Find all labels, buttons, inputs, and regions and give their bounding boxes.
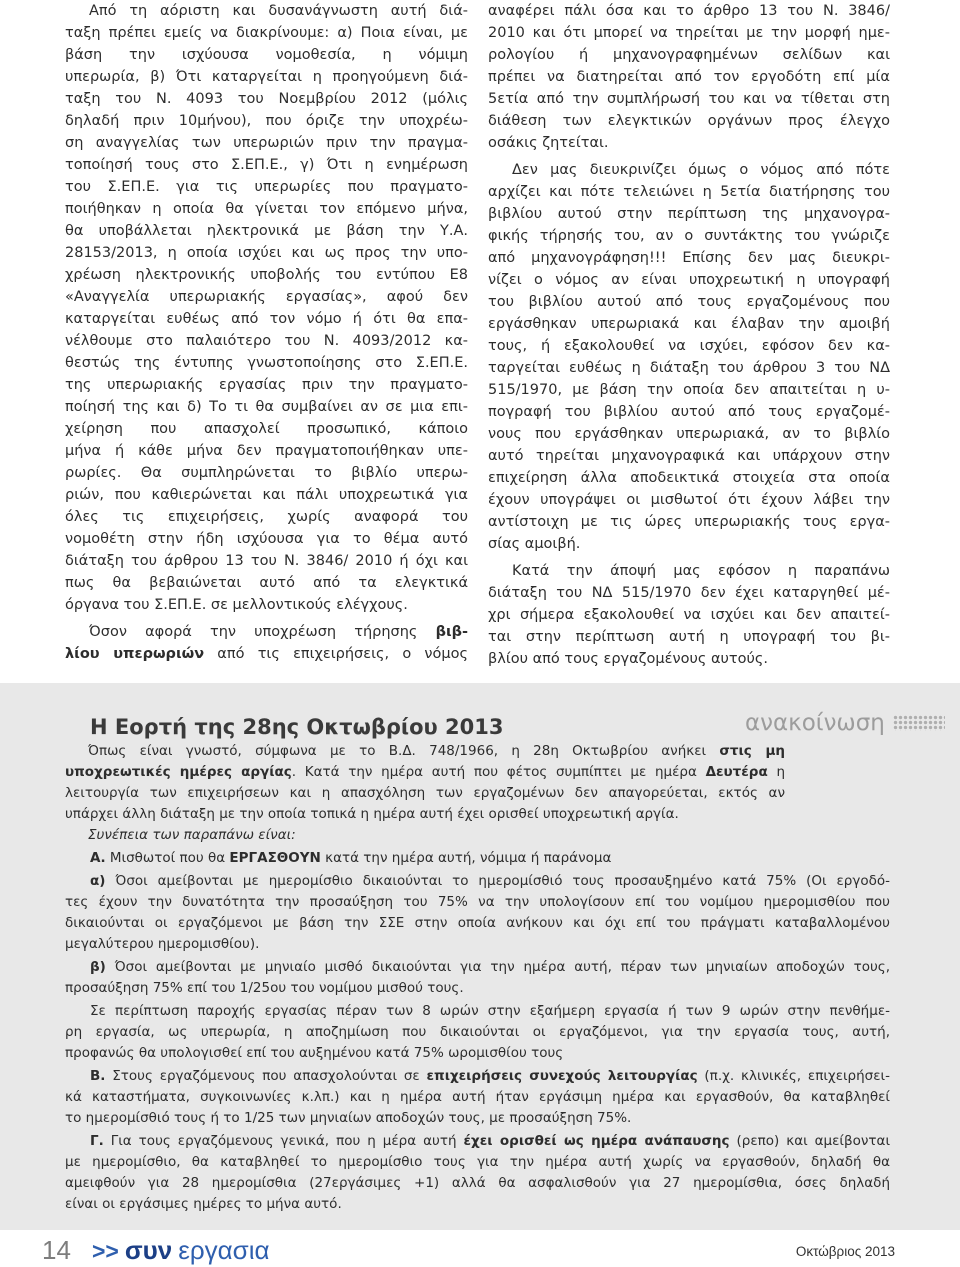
text-run: νομοθέτη στην ήδη ισχύουσα για το θέμα αυτό bbox=[65, 531, 468, 547]
bold-text-run: ΕΡΓΑΣΘΟΥΝ bbox=[229, 850, 321, 866]
bold-text-run: Α. bbox=[90, 850, 106, 866]
text-run: όλες τις επιχειρήσεις, χωρίς αναφορά του bbox=[65, 509, 468, 525]
text-line bbox=[488, 110, 890, 132]
text-run: προφανώς θα υπολογισθεί επί του αυξημένου κατά 75% ωρομισθίου τους bbox=[65, 1045, 564, 1061]
text-run: από τις επιχειρήσεις, ο νόμος bbox=[204, 646, 469, 662]
text-run: ται στην περίπτωση αυτή η υπογραφή του βι- bbox=[488, 629, 890, 645]
text-run: είναι οι εργάσιμες ημέρες το μήνα αυτό. bbox=[65, 1196, 342, 1212]
text-run: τους, ή εξακολουθεί να ισχύει, εφόσον δεν κα- bbox=[488, 338, 890, 354]
text-run: ταξη πρέπει εμείς να διακρίνουμε: α) Ποια είναι, με bbox=[65, 25, 468, 41]
bold-text-run: λίου υπερωριών bbox=[65, 646, 205, 662]
dot-grid-icon bbox=[893, 715, 945, 731]
text-line bbox=[488, 445, 890, 467]
text-line bbox=[65, 643, 468, 665]
logo-syn: συν bbox=[124, 1235, 173, 1265]
text-line bbox=[488, 22, 890, 44]
text-line bbox=[65, 242, 468, 264]
text-run: θεστώς της έντυπης γνωστοποίησης στο Σ.ΕΠ.Ε. bbox=[65, 355, 468, 371]
text-line bbox=[65, 913, 890, 934]
text-run: βλίου από τους εργαζομένους αυτούς. bbox=[488, 651, 769, 667]
text-run: Όσον αφορά την υποχρέωση τήρησης bbox=[89, 624, 436, 640]
text-line bbox=[488, 489, 890, 511]
notice-intro bbox=[65, 741, 785, 825]
text-line bbox=[65, 88, 468, 110]
text-line bbox=[65, 621, 468, 643]
text-line bbox=[65, 374, 468, 396]
text-line bbox=[65, 1108, 890, 1129]
text-run: ρωρίες. Θα συμπληρώνεται το βιβλίο υπερω- bbox=[65, 465, 468, 481]
issue-date: Οκτώβριος 2013 bbox=[795, 1244, 895, 1259]
text-line bbox=[65, 572, 468, 594]
paragraph bbox=[488, 0, 890, 154]
text-run: διάταξη του άρθρου 13 του Ν. 3846/ 2010 ή όχι και bbox=[65, 553, 468, 569]
text-run: χρέωση ηλεκτρονικής υποβολής του εντύπου Ε8 bbox=[65, 267, 468, 283]
text-run: πρέπει να διατηρείται από τον εργοδότη επί μία bbox=[488, 69, 890, 85]
paragraph bbox=[65, 0, 468, 616]
text-line bbox=[65, 783, 785, 804]
paragraph bbox=[65, 957, 890, 999]
text-line bbox=[65, 286, 468, 308]
text-line bbox=[488, 225, 890, 247]
paragraph bbox=[488, 159, 890, 555]
text-run: Μισθωτοί που θα bbox=[105, 850, 230, 866]
text-run: χρι σήμερα εξακολουθεί να ισχύει και δεν απαιτεί- bbox=[488, 607, 890, 623]
text-line bbox=[65, 1152, 890, 1173]
text-line bbox=[488, 66, 890, 88]
text-run: «Αναγγελία υπερωριακής εργασίας», αφού δεν bbox=[65, 289, 468, 305]
text-line bbox=[488, 560, 890, 582]
paragraph bbox=[488, 560, 890, 670]
text-run: Για τους εργαζόμενους γενικά, που η μέρα αυτή bbox=[103, 1133, 464, 1149]
text-run: σίας αμοιβή. bbox=[488, 536, 581, 552]
text-line bbox=[488, 88, 890, 110]
text-run: Όπως είναι γνωστό, σύμφωνα με το Β.Δ. 748/1966, η 28η Οκτωβρίου ανήκει bbox=[88, 743, 720, 759]
page-footer bbox=[0, 1235, 960, 1265]
text-line bbox=[65, 44, 468, 66]
text-run: χείρηση που απασχολεί προσωπικό, κάποιο bbox=[65, 421, 468, 437]
notice-title: Η Εορτή της 28ης Οκτωβρίου 2013 bbox=[90, 715, 504, 739]
text-run: βάση την ισχύουσα νομοθεσία, η νόμιμη bbox=[65, 47, 468, 63]
text-line bbox=[65, 1194, 890, 1215]
text-run: Κατά την άποψή μας εφόσον η παραπάνω bbox=[512, 563, 890, 579]
text-line bbox=[65, 978, 890, 999]
text-line bbox=[65, 0, 468, 22]
text-line bbox=[488, 181, 890, 203]
bold-text-run: Δευτέρα bbox=[705, 764, 768, 780]
text-line bbox=[488, 533, 890, 555]
text-run: διάταξη του ΝΔ 515/1970 δεν έχει καταργηθεί μέ- bbox=[488, 585, 890, 601]
text-line bbox=[65, 528, 468, 550]
text-run: υπάρχει άλλη διάταξη με την οποία τοπικά η ημέρα αυτή έχει ορισθεί υποχρεωτική αργία. bbox=[65, 806, 679, 822]
text-run: ταξη του Ν. 4093 του Νοεμβρίου 2012 (μόλις bbox=[65, 91, 468, 107]
text-line bbox=[488, 159, 890, 181]
text-line bbox=[65, 440, 468, 462]
text-run: προσαύξηση 75% επί του 1/25ου του νομίμου μισθού τους. bbox=[65, 980, 464, 996]
text-run: . Κατά την ημέρα αυτή που φέτος συμπίπτει με ημέρα bbox=[291, 764, 706, 780]
text-run: η bbox=[767, 764, 785, 780]
text-run: Στους εργαζόμενους που απασχολούνται σε bbox=[105, 1068, 427, 1084]
paragraph bbox=[65, 621, 468, 665]
text-line bbox=[488, 511, 890, 533]
text-run: όργανα του Σ.ΕΠ.Ε. σε μελλοντικούς ελέγχους. bbox=[65, 597, 408, 613]
text-line bbox=[65, 264, 468, 286]
text-line bbox=[65, 1131, 890, 1152]
text-run: αρχίζει και πότε τελειώνει η 5ετία διατήρησης του bbox=[488, 184, 890, 200]
text-line bbox=[65, 1043, 890, 1064]
text-run: από μηχανογράφηση!!! Επίσης δεν μας διευκρι- bbox=[488, 250, 890, 266]
text-line bbox=[488, 335, 890, 357]
text-run: (ρεπο) και αμείβονται bbox=[729, 1133, 891, 1149]
text-line bbox=[65, 110, 468, 132]
notice-body bbox=[65, 741, 890, 1215]
text-line bbox=[65, 352, 468, 374]
text-line bbox=[488, 423, 890, 445]
text-line bbox=[65, 934, 890, 955]
bold-text-run: α) bbox=[90, 873, 106, 889]
text-line bbox=[65, 741, 785, 762]
text-run: αμειφθούν για 28 ημερομίσθια (27εργάσιμες +1) αλλά θα ασφαλισθούν για 27 ημερομίσθια, όσες δηλαδή bbox=[65, 1175, 890, 1191]
text-line bbox=[488, 626, 890, 648]
text-line bbox=[65, 396, 468, 418]
text-run: μήνα ή κάθε μήνα δεν πραγματοποιήθηκαν υπε- bbox=[65, 443, 468, 459]
text-line bbox=[65, 892, 890, 913]
text-run: τοποίησή τους στο Σ.ΕΠ.Ε., γ) Ότι η ενημέρωση bbox=[65, 157, 468, 173]
text-run: αναφέρει πάλι όσα και το άρθρο 13 του Ν. 3846/ bbox=[488, 3, 890, 19]
paragraph bbox=[65, 848, 890, 869]
paragraph bbox=[65, 1131, 890, 1215]
text-line bbox=[65, 1087, 890, 1108]
article-left-column bbox=[65, 0, 468, 665]
text-line bbox=[65, 1001, 890, 1022]
text-run: κατά την ημέρα αυτή, νόμιμα ή παράνομα bbox=[320, 850, 612, 866]
text-line bbox=[65, 848, 890, 869]
paragraph bbox=[65, 741, 785, 825]
text-line bbox=[488, 291, 890, 313]
text-line bbox=[65, 462, 468, 484]
text-run: 28153/2013, η οποία ισχύει και ως προς την υπο- bbox=[65, 245, 468, 261]
text-run: υπερωρία, β) Ότι καταργείται η προηγούμενη διά- bbox=[65, 69, 468, 85]
bold-text-run: στις μη bbox=[719, 743, 785, 759]
text-run: μεγαλύτερου ημερομισθίου). bbox=[65, 936, 260, 952]
text-run: (π.χ. κλινικές, επιχειρήσει- bbox=[697, 1068, 890, 1084]
text-line bbox=[65, 506, 468, 528]
text-run: θα υποβάλλεται ηλεκτρονικά με βάση την Υ.Α. bbox=[65, 223, 468, 239]
text-line bbox=[65, 198, 468, 220]
text-line bbox=[65, 176, 468, 198]
text-run: νέλθουμε στο παλαιότερο του Ν. 4093/2012 κα- bbox=[65, 333, 468, 349]
text-run: ρολογίου ή μηχανογραφημένων σελίδων και bbox=[488, 47, 890, 63]
text-run: ριών, που καθιερώνεται και πάλι υποχρεωτικά για bbox=[65, 487, 468, 503]
bold-text-run: βιβ- bbox=[435, 624, 468, 640]
text-run: 5ετία από την συμπλήρωσή του και να τίθεται στη bbox=[488, 91, 890, 107]
notice-label: ανακοίνωση bbox=[745, 710, 885, 736]
text-run: αντίστοιχη με τις ώρες υπερωριακής τους εργα- bbox=[488, 514, 890, 530]
text-run: αυτό τηρείται μηχανογραφικά και υπάρχουν στην bbox=[488, 448, 890, 464]
text-line bbox=[65, 957, 890, 978]
text-line bbox=[488, 604, 890, 626]
page-number: 14 bbox=[42, 1235, 71, 1265]
bold-text-run: β) bbox=[90, 959, 106, 975]
text-run: ταργείται ευθέως η διάταξη του άρθρου 3 του ΝΔ bbox=[488, 360, 890, 376]
text-run: δηλαδή πριν 10μήνου), που όριζε την υποχρέω- bbox=[65, 113, 468, 129]
paragraph bbox=[65, 1066, 890, 1129]
bold-text-run: επιχειρήσεις συνεχούς λειτουργίας bbox=[426, 1068, 698, 1084]
text-run: τες έχουν την δυνατότητα την προσαύξηση του 75% να την υπολογίσουν επί του νομίμου ημερομισθίου που bbox=[65, 894, 890, 910]
text-run: το ημερομίσθιό τους ή το 1/25 των μηνιαίων αποδοχών τους, με προσαύξηση 75%. bbox=[65, 1110, 632, 1126]
text-run: της υπερωριακής εργασίας πριν την πραγματο- bbox=[65, 377, 468, 393]
text-line bbox=[65, 594, 468, 616]
text-line bbox=[488, 0, 890, 22]
text-run: πως θα βεβαιώνεται αυτό από τα ελεγκτικά bbox=[65, 575, 468, 591]
text-run: Όσοι αμείβονται με ημερομίσθιο δικαιούνται το ημερομίσθιό τους προσαυξημένο κατά 75% (Οι εργοδό- bbox=[105, 873, 890, 889]
text-run: φικής τήρησής του, αν ο συντάκτης του γνώριζε bbox=[488, 228, 890, 244]
text-run: ση αναγγελίας των υπερωριών πριν την πραγμα- bbox=[65, 135, 468, 151]
bold-text-run: Β. bbox=[90, 1068, 106, 1084]
text-line bbox=[65, 418, 468, 440]
bold-text-run: έχει ορισθεί ως ημέρα ανάπαυσης bbox=[463, 1133, 730, 1149]
text-line bbox=[65, 22, 468, 44]
text-run: νίζει ο νόμος αν είναι υποχρεωτική η υπογραφή bbox=[488, 272, 890, 288]
text-run: οσάκις ζητείται. bbox=[488, 135, 609, 151]
text-run: Σε περίπτωση παροχής εργασίας πέραν των 8 ωρών στην εξαήμερη εργασία ή των 9 ωρών στην πενθήμε- bbox=[90, 1003, 890, 1019]
text-run: Από τη αόριστη και δυσανάγνωστη αυτή διά- bbox=[89, 3, 468, 19]
consequences-heading: Συνέπεια των παραπάνω είναι: bbox=[88, 827, 296, 843]
text-line bbox=[488, 132, 890, 154]
text-run: νους που εργάσθηκαν υπερωριακά, αν το βιβλίο bbox=[488, 426, 890, 442]
text-run: διάθεση των ελεγκτικών οργάνων προς έλεγχο bbox=[488, 113, 890, 129]
text-run: κά καταστήματα, συγκοινωνίες κ.λπ.) και η ημέρα αυτή ήταν εργάσιμη ημέρα και εργασθούν, θα καταβληθεί bbox=[65, 1089, 890, 1105]
logo-arrows: >> bbox=[92, 1238, 119, 1264]
text-run: του βιβλίου αυτού από τους εργαζομένους που bbox=[488, 294, 890, 310]
text-line bbox=[65, 804, 785, 825]
text-line bbox=[488, 648, 890, 670]
text-run: του Σ.ΕΠ.Ε. για τις υπερωρίες που πραγματο- bbox=[65, 179, 468, 195]
text-line bbox=[488, 357, 890, 379]
text-run: πογραφή του βιβλίου αυτού από τους εργαζομέ- bbox=[488, 404, 890, 420]
notice-box bbox=[0, 683, 960, 1230]
text-run: 2010 και ότι μπορεί να τηρείται με την μορφή ημε- bbox=[488, 25, 890, 41]
text-line bbox=[65, 66, 468, 88]
text-line bbox=[65, 550, 468, 572]
text-line bbox=[488, 582, 890, 604]
text-run: δικαιούνται οι εργαζόμενοι με βάση την ΣΣΕ στην οποία ανήκουν και όχι επί του πράγματι καταβαλλομένου bbox=[65, 915, 890, 931]
text-line bbox=[65, 132, 468, 154]
text-line bbox=[65, 154, 468, 176]
paragraph bbox=[65, 1001, 890, 1064]
text-line bbox=[65, 871, 890, 892]
text-line bbox=[65, 1173, 890, 1194]
text-line bbox=[65, 220, 468, 242]
paragraph bbox=[65, 871, 890, 955]
logo-ergasia: εργασια bbox=[178, 1235, 270, 1265]
text-line bbox=[65, 484, 468, 506]
text-run: ποίησή της και δ) Το τι θα συμβαίνει αν σε μια επι- bbox=[65, 399, 468, 415]
text-run: με ημερομίσθιο, θα καταβληθεί το ημερομίσθιο τους για την ημέρα αυτή χωρίς να εργασθούν, δηλαδή θα bbox=[65, 1154, 890, 1170]
text-line bbox=[488, 379, 890, 401]
text-line bbox=[65, 1022, 890, 1043]
text-line bbox=[488, 313, 890, 335]
text-line bbox=[488, 269, 890, 291]
notice-label-group bbox=[745, 709, 945, 737]
bold-text-run: Γ. bbox=[90, 1133, 104, 1149]
notice-items bbox=[65, 848, 890, 1215]
magazine-logo bbox=[92, 1235, 270, 1266]
text-run: βιβλίου αυτού στην περίπτωση της μηχανογρα- bbox=[488, 206, 890, 222]
text-run: επιχείρηση άλλα αποδεικτικά στοιχεία στα οποία bbox=[488, 470, 890, 486]
text-run: Όσοι αμείβονται με μηνιαίο μισθό δικαιούνται για την ημέρα αυτή, πέραν των μηνιαίων αποδοχών τους, bbox=[105, 959, 890, 975]
text-line bbox=[488, 247, 890, 269]
bold-text-run: υποχρεωτικές ημέρες αργίας bbox=[65, 764, 292, 780]
text-run: εργάσθηκαν υπερωριακά και έλαβαν την αμοιβή bbox=[488, 316, 890, 332]
text-line bbox=[65, 330, 468, 352]
article-right-column bbox=[488, 0, 890, 670]
text-line bbox=[65, 762, 785, 783]
text-line bbox=[488, 401, 890, 423]
text-line bbox=[65, 308, 468, 330]
text-run: ρη εργασία, ως υπερωρία, η αποζημίωση που δικαιούνται οι εργαζόμενοι, για την εργασία τους, αυτή, bbox=[65, 1024, 890, 1040]
text-run: Δεν μας διευκρινίζει όμως ο νόμος από πότε bbox=[512, 162, 890, 178]
text-run: ποιήθηκαν η οποία θα γίνεται τον επόμενο μήνα, bbox=[65, 201, 468, 217]
text-run: έχουν υπογράψει οι μισθωτοί ότι έχουν λάβει την bbox=[488, 492, 890, 508]
text-run: καταργείται ευθέως από τον νόμο ή ότι θα επα- bbox=[65, 311, 468, 327]
text-line bbox=[488, 467, 890, 489]
text-run: λειτουργία των επιχειρήσεων και η απασχόληση των εργαζομένων δεν απαγορεύεται, εκτός αν bbox=[65, 785, 785, 801]
text-run: 515/1970, με βάση την οποία δεν απαιτείται η υ- bbox=[488, 382, 890, 398]
text-line bbox=[488, 44, 890, 66]
text-line bbox=[488, 203, 890, 225]
text-line bbox=[65, 1066, 890, 1087]
